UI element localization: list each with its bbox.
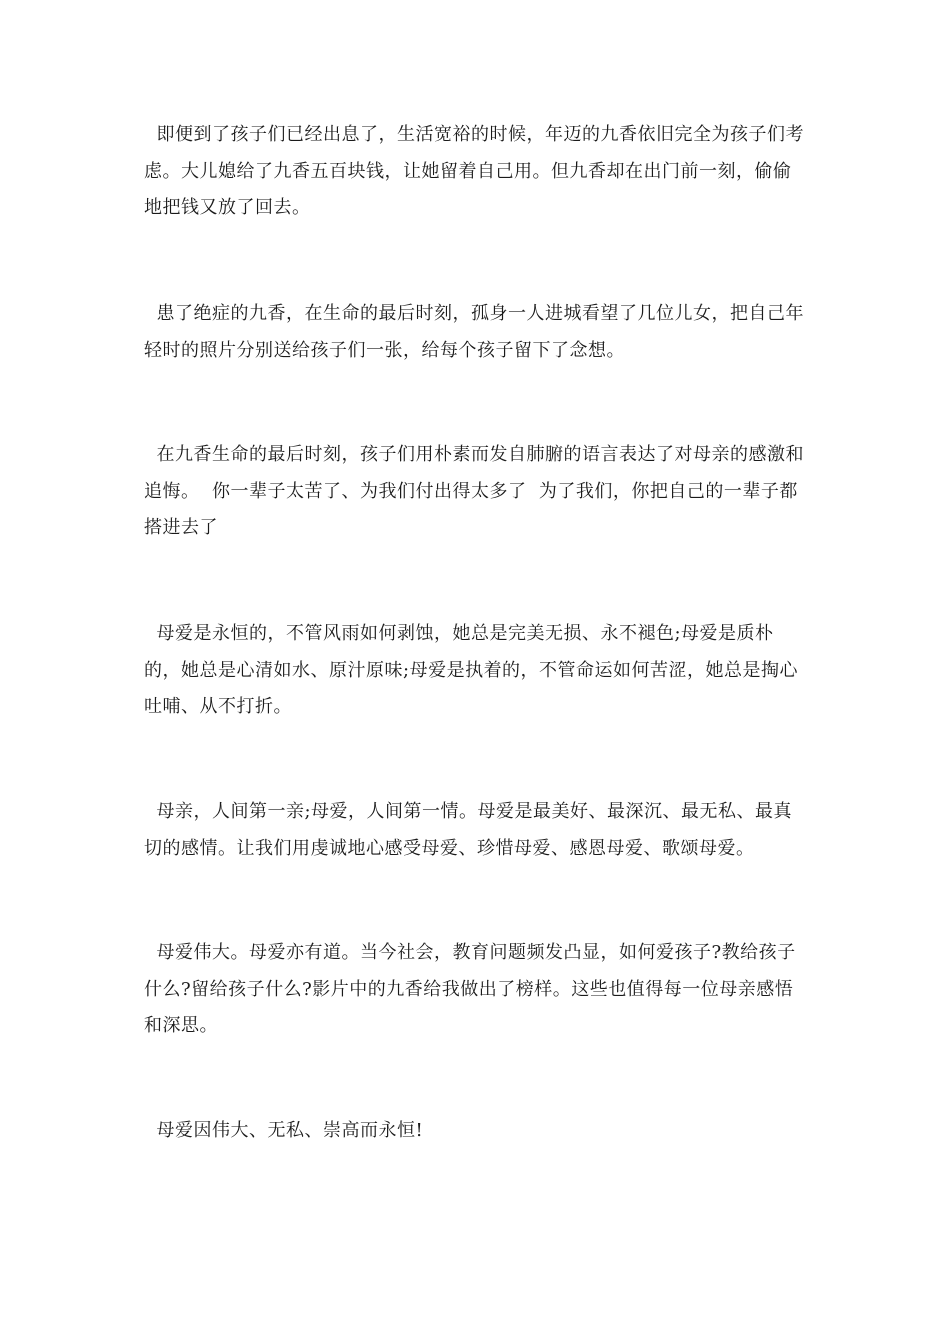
paragraph-5: 母亲，人间第一亲;母爱，人间第一情。母爱是最美好、最深沉、最无私、最真切的感情。让我们用虔诚地心感受母爱、珍惜母爱、感恩母爱、歌颂母爱。 [144, 801, 793, 859]
paragraph-4: 母爱是永恒的，不管风雨如何剥蚀，她总是完美无损、永不褪色;母爱是质朴的，她总是心清如水、原汁原味;母爱是执着的，不管命运如何苦涩，她总是掏心吐哺、从不打折。 [144, 623, 799, 717]
paragraph-2: 患了绝症的九香，在生命的最后时刻，孤身一人进城看望了几位儿女，把自己年轻时的照片分别送给孩子们一张，给每个孩子留下了念想。 [144, 303, 804, 361]
paragraph-6: 母爱伟大。母爱亦有道。当今社会，教育问题频发凸显，如何爱孩子?教给孩子什么?留给孩子什么?影片中的九香给我做出了榜样。这些也值得每一位母亲感悟和深思。 [144, 942, 796, 1036]
paragraph-7: 母爱因伟大、无私、崇高而永恒! [144, 1120, 424, 1141]
paragraph-1: 即便到了孩子们已经出息了，生活宽裕的时候，年迈的九香依旧完全为孩子们考虑。大儿媳给了九香五百块钱，让她留着自己用。但九香却在出门前一刻，偷偷地把钱又放了回去。 [144, 124, 804, 218]
paragraph-3: 在九香生命的最后时刻，孩子们用朴素而发自肺腑的语言表达了对母亲的感激和追悔。 你一辈子太苦了、为我们付出得太多了 为了我们，你把自己的一辈子都搭进去了 [144, 444, 804, 538]
